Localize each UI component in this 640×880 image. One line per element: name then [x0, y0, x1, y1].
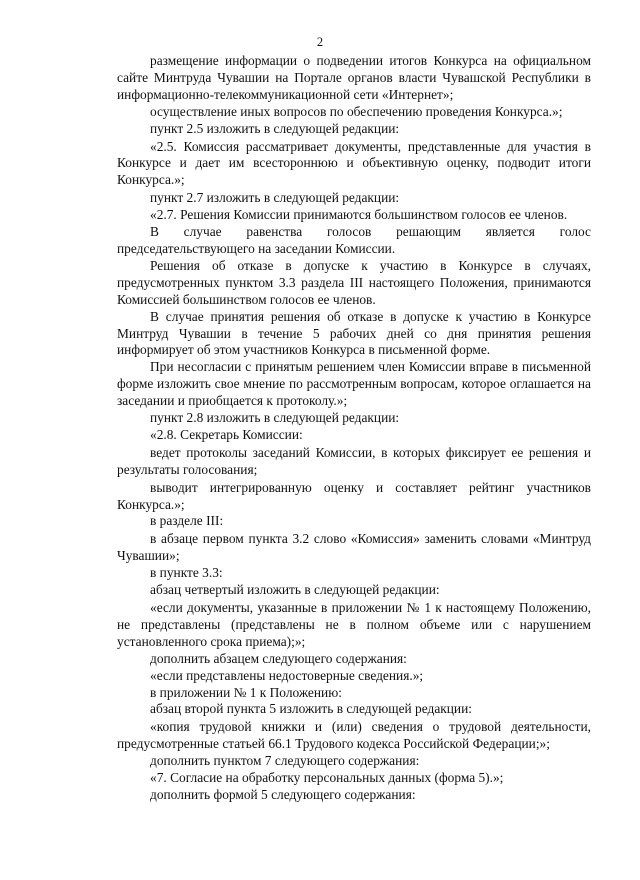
paragraph: осуществление иных вопросов по обеспечению проведения Конкурса.»;: [150, 103, 563, 119]
paragraph: абзац второй пункта 5 изложить в следующей редакции:: [150, 701, 472, 717]
paragraph: в пункте 3.3:: [150, 565, 223, 581]
paragraph: пункт 2.5 изложить в следующей редакции:: [150, 120, 400, 136]
paragraph: В случае равенства голосов решающим является голос председательствующего на заседании Комиссии.: [117, 224, 591, 256]
paragraph: пункт 2.8 изложить в следующей редакции:: [150, 410, 400, 426]
page-number: 2: [316, 35, 324, 49]
paragraph: размещение информации о подведении итогов Конкурса на официальном сайте Минтруда Чувашии на Портале органов власти Чувашской Республики в информационно-телекоммуникационной сети «Интернет»;: [117, 53, 591, 102]
paragraph: «2.7. Решения Комиссии принимаются большинством голосов ее членов.: [150, 207, 568, 223]
paragraph: «2.5. Комиссия рассматривает документы, представленные для участия в Конкурсе и дает им всестороннюю и объективную оценку, подводит итоги Конкурса.»;: [117, 138, 591, 188]
paragraph: В случае принятия решения об отказе в допуске к участию в Конкурсе Минтруд Чувашии в течение 5 рабочих дней со дня принятия решения информирует об этом участников Конкурса в письменной форме.: [117, 308, 591, 358]
paragraph: «если документы, указанные в приложении № 1 к настоящему Положению, не представлены (представлены не в полном объеме или с нарушением установленного срока приема);»;: [117, 600, 591, 649]
paragraph: «2.8. Секретарь Комиссии:: [150, 426, 303, 442]
paragraph: пункт 2.7 изложить в следующей редакции:: [150, 190, 400, 206]
paragraph: При несогласии с принятым решением член Комиссии вправе в письменной форме изложить свое мнение по рассмотренным вопросам, которое оглашается на заседании и приобщается к протоколу.»;: [117, 359, 591, 409]
paragraph: «копия трудовой книжки и (или) сведения о трудовой деятельности, предусмотренные статьей 66.1 Трудового кодекса Российской Федерации;»;: [117, 719, 591, 752]
paragraph: дополнить пунктом 7 следующего содержания:: [150, 753, 420, 769]
paragraph: ведет протоколы заседаний Комиссии, в которых фиксирует ее решения и результаты голосования;: [117, 444, 591, 477]
paragraph: «7. Согласие на обработку персональных данных (форма 5).»;: [150, 770, 504, 786]
paragraph: выводит интегрированную оценку и составляет рейтинг участников Конкурса.»;: [117, 479, 591, 512]
paragraph: «если представлены недостоверные сведения.»;: [150, 667, 424, 683]
paragraph: абзац четвертый изложить в следующей редакции:: [150, 582, 440, 598]
paragraph: дополнить формой 5 следующего содержания:: [150, 786, 416, 802]
paragraph: в абзаце первом пункта 3.2 слово «Комиссия» заменить словами «Минтруд Чувашии»;: [117, 531, 591, 564]
paragraph: в приложении № 1 к Положению:: [150, 684, 342, 700]
paragraph: в разделе III:: [150, 513, 224, 529]
paragraph: дополнить абзацем следующего содержания:: [150, 650, 407, 666]
paragraph: Решения об отказе в допуске к участию в Конкурсе в случаях, предусмотренных пунктом 3.3 раздела III настоящего Положения, принимаются Комиссией большинством голосов ее членов.: [117, 257, 591, 307]
document-body: [117, 53, 591, 804]
